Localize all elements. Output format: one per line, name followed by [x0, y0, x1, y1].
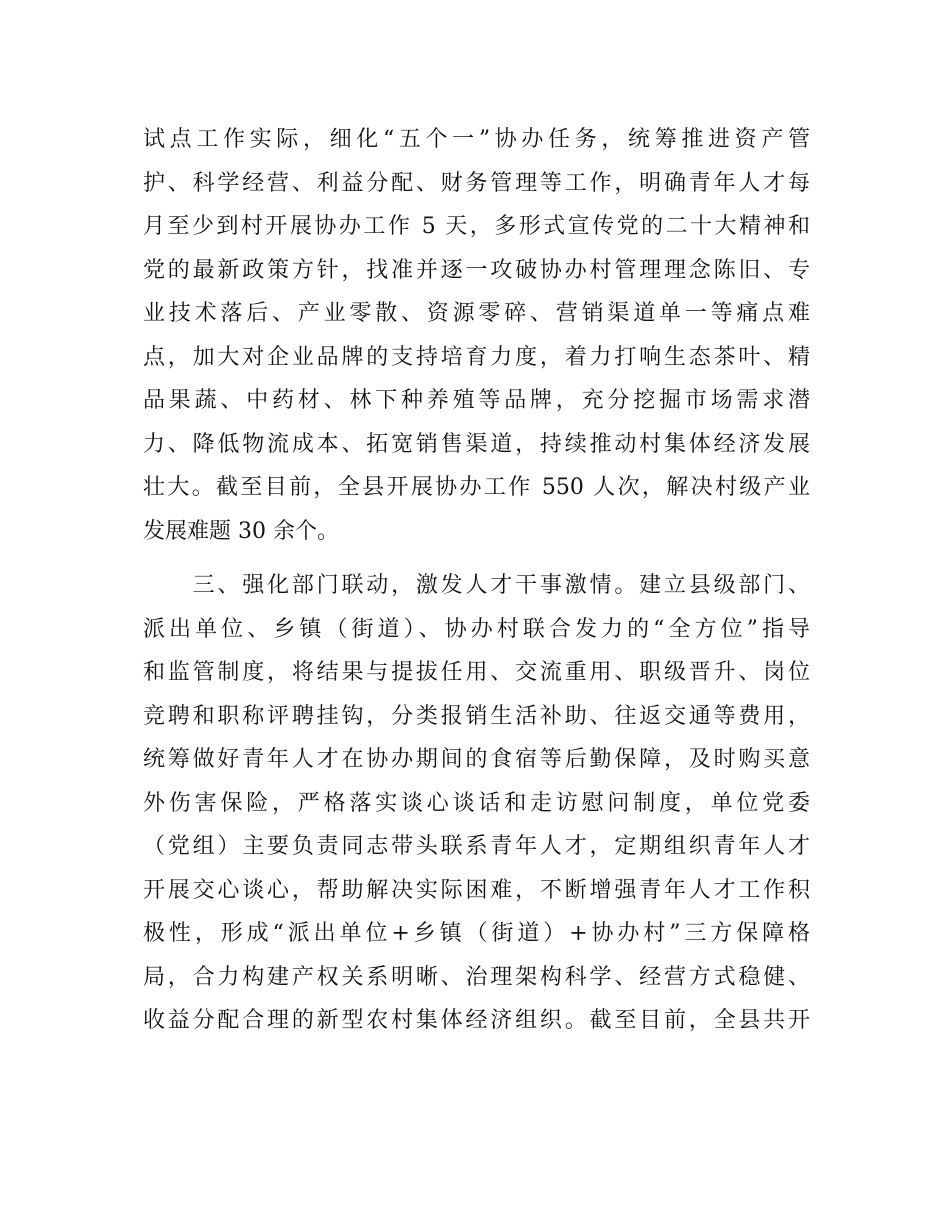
paragraph-line: 开展交心谈心，帮助解决实际困难，不断增强青年人才工作积 [143, 877, 810, 903]
paragraph-2 [143, 564, 810, 1043]
paragraph-line: 壮大。截至目前，全县开展协办工作 550 人次，解决村级产业 [143, 475, 810, 500]
paragraph-line: 点，加大对企业品牌的支持培育力度，着力打响生态茶叶、精 [143, 344, 810, 370]
paragraph-line: 局，合力构建产权关系明晰、治理架构科学、经营方式稳健、 [143, 964, 810, 990]
paragraph-line: 护、科学经营、利益分配、财务管理等工作，明确青年人才每 [143, 170, 810, 196]
paragraph-line: 试点工作实际，细化“五个一”协办任务，统筹推进资产管 [143, 127, 810, 152]
paragraph-line: 品果蔬、中药材、林下种养殖等品牌，充分挖掘市场需求潜 [143, 388, 810, 413]
paragraph-line: 极性，形成“派出单位+乡镇（街道）+协办村”三方保障格 [143, 921, 810, 946]
paragraph-line: 党的最新政策方针，找准并逐一攻破协办村管理理念陈旧、专 [143, 257, 810, 283]
paragraph-line: （党组）主要负责同志带头联系青年人才，定期组织青年人才 [143, 834, 810, 859]
paragraph-line: 外伤害保险，严格落实谈心谈话和走访慰问制度，单位党委 [143, 790, 810, 816]
paragraph-line: 月至少到村开展协办工作 5 天，多形式宣传党的二十大精神和 [143, 214, 810, 239]
paragraph-line: 发展难题 30 余个。 [143, 518, 339, 544]
paragraph-line: 派出单位、乡镇（街道）、协办村联合发力的“全方位”指导 [143, 616, 810, 642]
paragraph-1 [143, 118, 810, 553]
paragraph-line: 业技术落后、产业零散、资源零碎、营销渠道单一等痛点难 [143, 301, 810, 326]
paragraph-line: 三、强化部门联动，激发人才干事激情。建立县级部门、 [143, 573, 810, 598]
paragraph-line: 统筹做好青年人才在协办期间的食宿等后勤保障，及时购买意 [143, 747, 810, 772]
paragraph-line: 竞聘和职称评聘挂钩，分类报销生活补助、往返交通等费用， [143, 703, 810, 729]
paragraph-line: 力、降低物流成本、拓宽销售渠道，持续推动村集体经济发展 [143, 431, 810, 457]
paragraph-line: 收益分配合理的新型农村集体经济组织。截至目前，全县共开 [143, 1008, 810, 1033]
paragraph-line: 和监管制度，将结果与提拔任用、交流重用、职级晋升、岗位 [143, 660, 810, 685]
